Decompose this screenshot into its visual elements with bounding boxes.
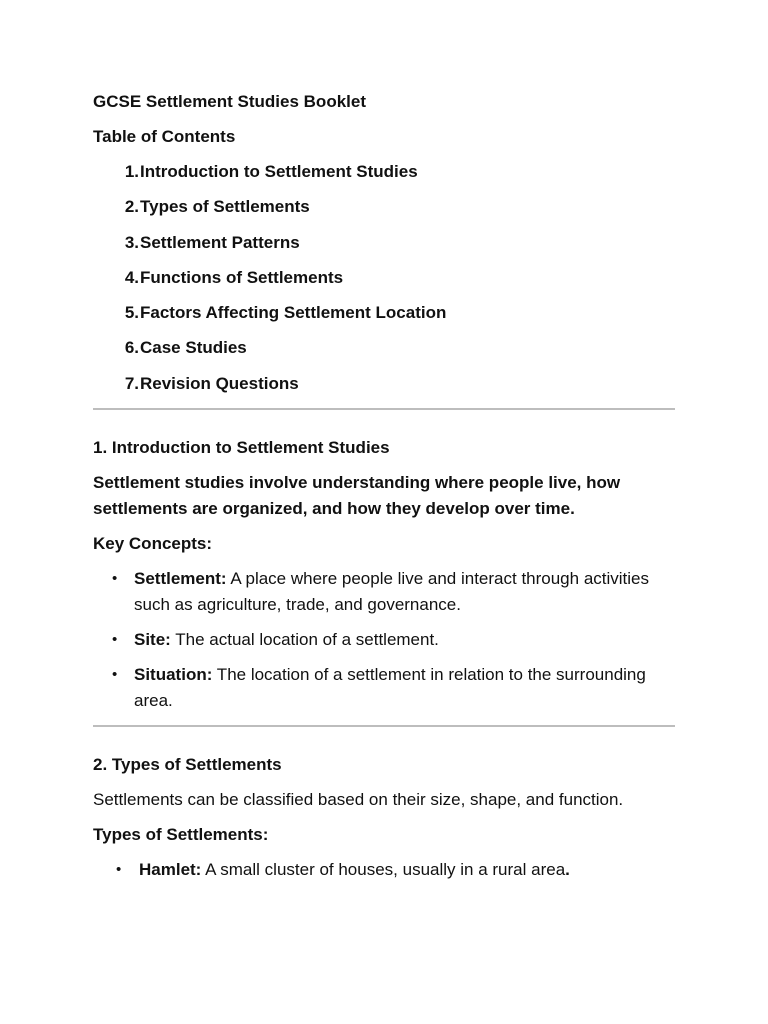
section-1-intro: Settlement studies involve understanding where people live, how settlements are organized, and how they develop over time.	[93, 472, 621, 518]
toc-item	[93, 371, 675, 397]
bullet-icon: •	[116, 860, 122, 878]
bullet-icon: •	[112, 665, 118, 683]
toc-number: 3.	[124, 232, 139, 252]
toc-text: Revision Questions	[140, 373, 299, 393]
toc-number: 4.	[124, 267, 139, 287]
list-item	[93, 857, 675, 883]
types-heading: Types of Settlements:	[93, 824, 269, 844]
toc-item	[93, 300, 675, 326]
key-concepts-list	[93, 566, 675, 714]
toc-number: 5.	[124, 303, 139, 323]
document-title: GCSE Settlement Studies Booklet	[93, 92, 366, 111]
section-2-heading: 2. Types of Settlements	[93, 754, 282, 774]
bullet-icon: •	[112, 569, 118, 587]
section-divider	[93, 408, 675, 410]
toc-text: Settlement Patterns	[140, 232, 300, 252]
list-item	[93, 566, 675, 618]
term-label: Site:	[134, 629, 171, 649]
term-definition: A place where people live and interact through activities such as agriculture, trade, and governance.	[134, 568, 650, 614]
section-divider	[93, 725, 675, 727]
term-definition: The actual location of a settlement.	[170, 629, 439, 649]
toc-item	[93, 194, 675, 220]
toc-item	[93, 230, 675, 256]
toc-number: 7.	[124, 373, 139, 393]
table-of-contents	[93, 159, 675, 397]
toc-item	[93, 159, 675, 185]
section-2-intro: Settlements can be classified based on their size, shape, and function.	[93, 789, 624, 809]
toc-item	[93, 265, 675, 291]
toc-text: Case Studies	[140, 338, 247, 358]
toc-item	[93, 335, 675, 361]
toc-number: 6.	[124, 338, 139, 358]
toc-heading: Table of Contents	[93, 127, 236, 146]
term-label: Situation:	[134, 664, 213, 684]
list-item	[93, 662, 675, 714]
term-definition: The location of a settlement in relation to the surrounding area.	[134, 664, 646, 710]
toc-text: Types of Settlements	[140, 197, 310, 217]
bullet-icon: •	[112, 630, 118, 648]
term-label: Hamlet:	[139, 859, 202, 879]
types-list	[93, 857, 675, 883]
list-item	[93, 627, 675, 653]
term-definition: A small cluster of houses, usually in a rural area	[201, 859, 566, 879]
toc-text: Introduction to Settlement Studies	[140, 162, 418, 181]
term-label: Settlement:	[134, 568, 227, 588]
key-concepts-heading: Key Concepts:	[93, 533, 213, 553]
toc-text: Functions of Settlements	[140, 267, 344, 287]
toc-number: 2.	[124, 197, 139, 217]
toc-text: Factors Affecting Settlement Location	[140, 303, 447, 323]
term-trailing-period: .	[565, 859, 570, 879]
section-1-heading: 1. Introduction to Settlement Studies	[93, 437, 390, 457]
toc-number: 1.	[124, 162, 139, 181]
document-page	[93, 89, 675, 892]
